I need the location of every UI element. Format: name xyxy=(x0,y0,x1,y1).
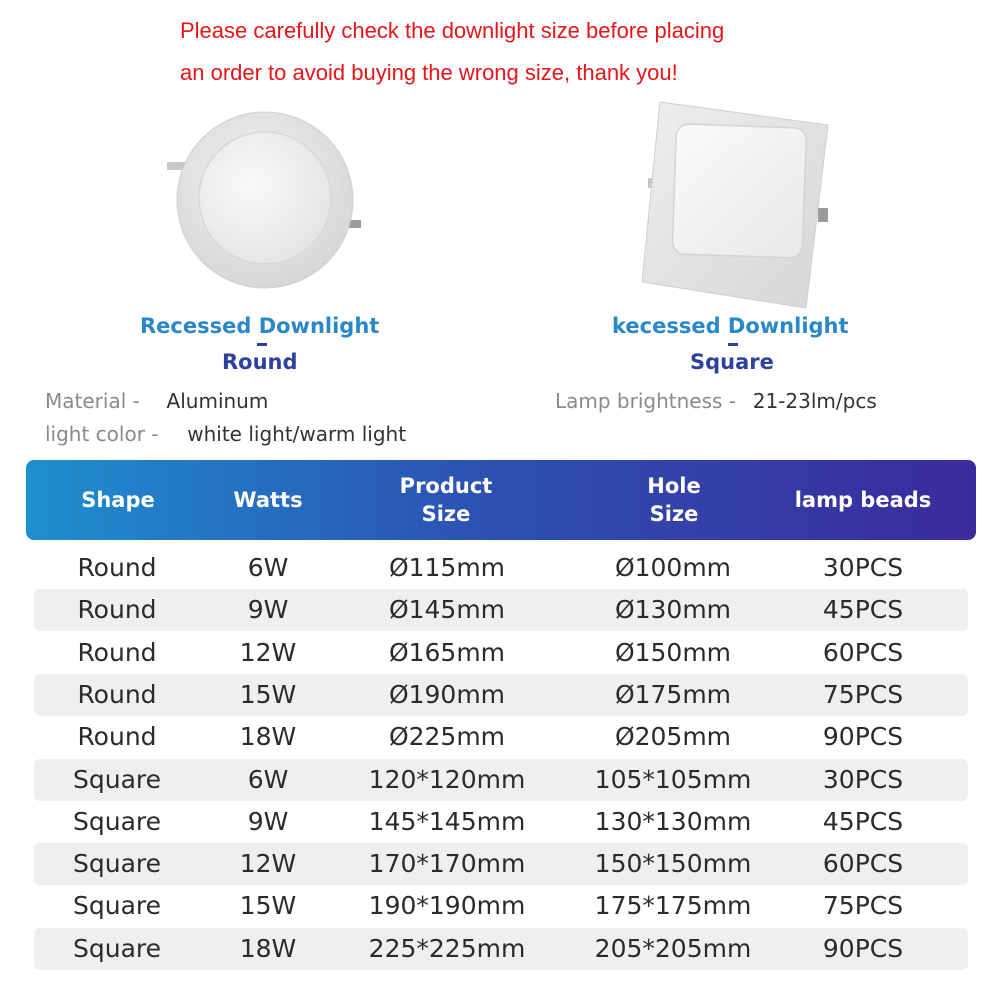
cell-hole-size: 130*130mm xyxy=(594,806,752,836)
cell-lamp-beads: 75PCS xyxy=(822,891,904,921)
light-color-spec xyxy=(45,422,406,446)
cell-product-size: Ø115mm xyxy=(388,553,506,582)
cell-shape: Square xyxy=(72,806,161,836)
table-row xyxy=(34,589,968,631)
cell-product-size: Ø145mm xyxy=(388,595,506,625)
cell-hole-size: Ø175mm xyxy=(614,679,732,709)
cell-hole-size: Ø205mm xyxy=(614,722,732,752)
size-notice-line-1: Please carefully check the downlight size before placing xyxy=(180,18,725,43)
cell-shape: Round xyxy=(77,637,157,667)
brightness-label: Lamp brightness - xyxy=(555,389,737,413)
cell-lamp-beads: 45PCS xyxy=(822,806,904,836)
cell-product-size: 120*120mm xyxy=(368,764,526,794)
table-row xyxy=(34,843,968,885)
cell-shape: Round xyxy=(77,553,157,582)
header-hole-size: Hole Size xyxy=(647,474,701,526)
cell-shape: Square xyxy=(72,849,161,879)
cell-watts: 9W xyxy=(247,806,289,836)
cell-hole-size: 105*105mm xyxy=(594,764,752,794)
cell-watts: 12W xyxy=(239,849,297,879)
cell-product-size: Ø165mm xyxy=(388,637,506,667)
cell-watts: 15W xyxy=(239,679,297,709)
cell-shape: Square xyxy=(72,891,161,921)
cell-watts: 6W xyxy=(247,553,289,582)
cell-shape: Round xyxy=(77,679,157,709)
header-watts: Watts xyxy=(233,488,303,512)
table-row xyxy=(34,632,968,674)
table-row xyxy=(34,885,968,927)
cell-hole-size: 205*205mm xyxy=(594,933,752,963)
round-caption-dash xyxy=(257,343,267,346)
brightness-spec xyxy=(555,389,877,413)
header-product-size: Product Size xyxy=(399,474,493,526)
square-caption-dash xyxy=(728,343,738,346)
cell-hole-size: 150*150mm xyxy=(594,849,752,879)
size-notice-line-2: an order to avoid buying the wrong size, thank you! xyxy=(180,60,678,85)
square-product-subtitle: Square xyxy=(690,350,774,374)
table-row xyxy=(34,674,968,716)
cell-watts: 6W xyxy=(247,764,289,794)
cell-watts: 18W xyxy=(239,933,297,963)
cell-shape: Square xyxy=(72,933,161,963)
cell-watts: 9W xyxy=(247,595,289,625)
round-product-title: Recessed Downlight xyxy=(140,314,380,338)
brightness-value: 21-23lm/pcs xyxy=(752,389,877,413)
cell-product-size: 225*225mm xyxy=(368,933,526,963)
round-product-subtitle: Round xyxy=(222,350,298,374)
square-product-title: kecessed Downlight xyxy=(612,314,849,338)
cell-shape: Round xyxy=(77,722,157,752)
table-row xyxy=(34,928,968,970)
cell-hole-size: Ø130mm xyxy=(614,595,732,625)
cell-lamp-beads: 90PCS xyxy=(822,722,904,752)
cell-lamp-beads: 90PCS xyxy=(822,933,904,963)
table-row xyxy=(34,547,968,589)
cell-lamp-beads: 60PCS xyxy=(822,849,904,879)
material-value: Aluminum xyxy=(166,389,269,413)
cell-shape: Square xyxy=(72,764,161,794)
cell-product-size: Ø190mm xyxy=(388,679,506,709)
header-shape: Shape xyxy=(81,488,155,512)
cell-hole-size: Ø100mm xyxy=(614,553,732,582)
cell-watts: 15W xyxy=(239,891,297,921)
material-label: Material - xyxy=(45,389,140,413)
cell-product-size: 170*170mm xyxy=(368,849,526,879)
cell-product-size: 145*145mm xyxy=(368,806,526,836)
cell-product-size: Ø225mm xyxy=(388,722,506,752)
table-row xyxy=(34,801,968,843)
size-table-header xyxy=(26,460,976,540)
material-spec xyxy=(45,389,268,413)
cell-watts: 12W xyxy=(239,637,297,667)
table-row xyxy=(34,716,968,758)
table-row xyxy=(34,759,968,801)
cell-shape: Round xyxy=(77,595,157,625)
header-lamp-beads: lamp beads xyxy=(794,488,932,512)
round-downlight-image xyxy=(165,100,365,300)
light-color-label: light color - xyxy=(45,422,159,446)
cell-product-size: 190*190mm xyxy=(368,891,526,921)
cell-lamp-beads: 30PCS xyxy=(822,553,904,582)
cell-lamp-beads: 30PCS xyxy=(822,764,904,794)
cell-hole-size: 175*175mm xyxy=(594,891,752,921)
cell-lamp-beads: 45PCS xyxy=(822,595,904,625)
cell-watts: 18W xyxy=(239,722,297,752)
square-downlight-image xyxy=(640,100,840,310)
cell-lamp-beads: 60PCS xyxy=(822,637,904,667)
cell-lamp-beads: 75PCS xyxy=(822,679,904,709)
light-color-value: white light/warm light xyxy=(187,422,407,446)
cell-hole-size: Ø150mm xyxy=(614,637,732,667)
